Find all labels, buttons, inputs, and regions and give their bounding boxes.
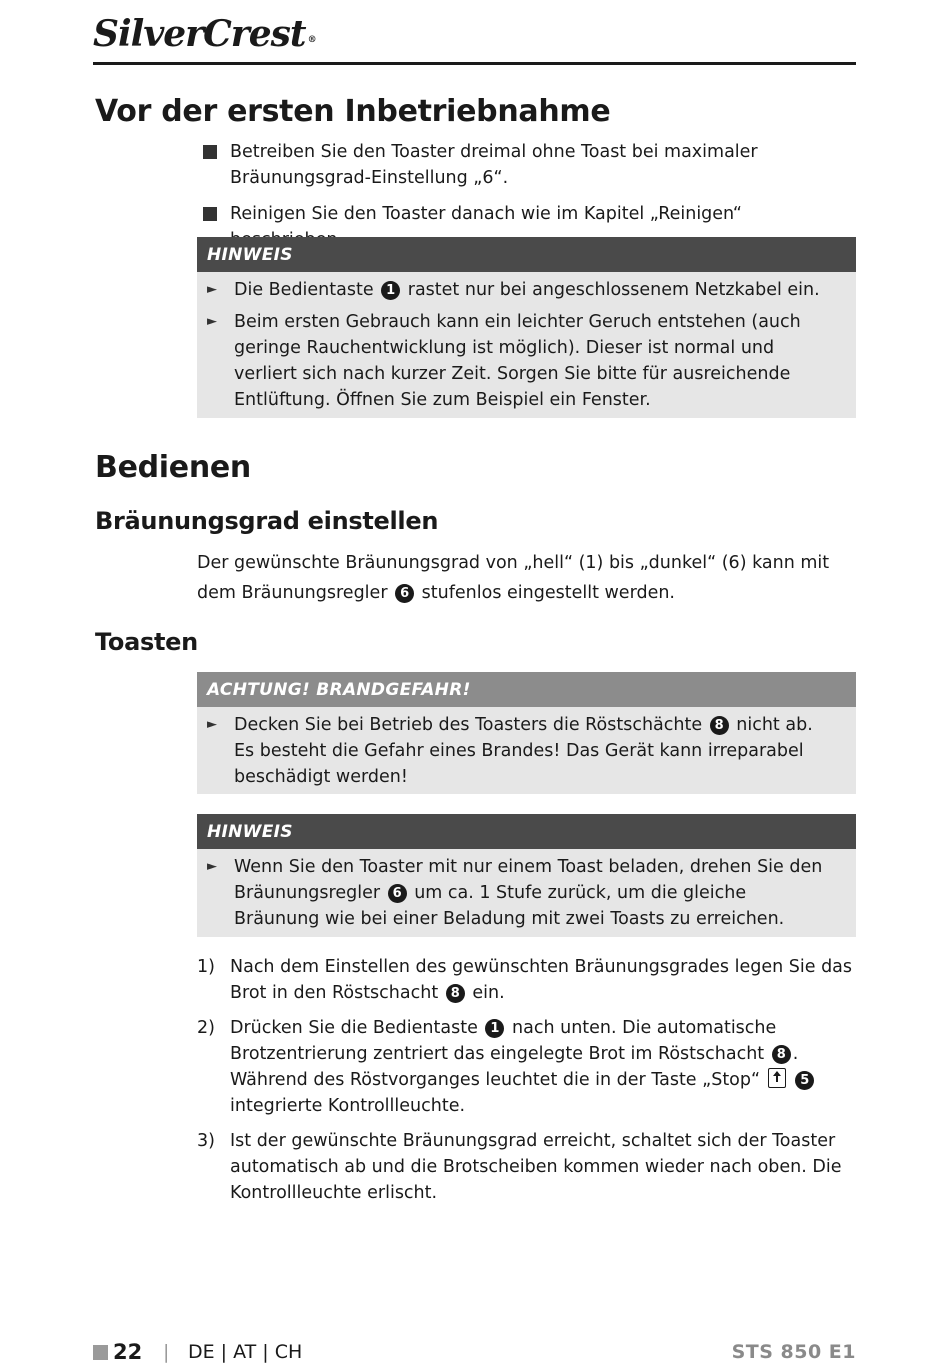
part-number-badge: 1 [381, 281, 400, 300]
step-text: Ist der gewünschte Bräunungsgrad erreicht, schaltet sich der Toaster automatisch ab und die Brotscheiben kommen wieder nach oben. Die Kontrollleuchte erlischt. [230, 1131, 842, 1203]
square-bullet-icon [203, 145, 217, 159]
note-box-first-use [197, 237, 856, 418]
warning-body [197, 707, 856, 800]
note-text: Beim ersten Gebrauch kann ein leichter Geruch entstehen (auch geringe Rauchentwicklung ist möglich). Dieser ist normal und verliert sich nach kurzer Zeit. Sorgen Sie bitte für ausreichende Entlüftung. Öffnen Sie zum Beispiel ein Fenster. [234, 312, 801, 410]
step-item [197, 1015, 856, 1119]
step-number: 2) [197, 1018, 215, 1038]
square-bullet-icon [203, 207, 217, 221]
note-heading: HINWEIS [197, 237, 856, 272]
stop-eject-icon [768, 1068, 786, 1088]
part-number-badge: 1 [485, 1019, 504, 1038]
warning-box-fire [197, 672, 856, 794]
step-number: 1) [197, 957, 215, 977]
list-item [197, 139, 856, 191]
step-item [197, 954, 856, 1006]
warning-text: nicht ab. Es besteht die Gefahr eines Brandes! Das Gerät kann irreparabel beschädigt werden! [234, 715, 813, 787]
heading-browning: Bräunungsgrad einstellen [95, 507, 439, 535]
note-item [197, 309, 836, 413]
part-number-badge: 8 [446, 984, 465, 1003]
part-number-badge: 6 [388, 884, 407, 903]
arrow-bullet-icon: ► [207, 859, 217, 874]
arrow-bullet-icon: ► [207, 314, 217, 329]
heading-first-use: Vor der ersten Inbetriebnahme [95, 94, 611, 129]
step-text: Nach dem Einstellen des gewünschten Bräunungsgrades legen Sie das Brot in den Röstschacht [230, 957, 853, 1003]
part-number-badge: 8 [772, 1045, 791, 1064]
paragraph-text: stufenlos eingestellt werden. [421, 583, 675, 603]
step-item [197, 1128, 856, 1206]
brand-logo [93, 14, 316, 54]
step-text: Drücken Sie die Bedientaste [230, 1018, 478, 1038]
footer-separator: | [163, 1341, 170, 1363]
paragraph-text: Der gewünschte Bräunungsgrad von „hell“ (1) bis „dunkel“ (6) kann mit dem Bräunungsregler [197, 553, 830, 603]
note-body [197, 272, 856, 423]
warning-item [197, 712, 836, 790]
toasting-steps [197, 954, 856, 1215]
note-text: rastet nur bei angeschlossenem Netzkabel ein. [407, 280, 820, 300]
part-number-badge: 8 [710, 716, 729, 735]
header-divider [93, 62, 856, 65]
note-text: Die Bedientaste [234, 280, 374, 300]
browning-text [197, 548, 856, 608]
note-text: Wenn Sie den Toaster mit nur einem Toast beladen, drehen Sie den Bräunungsregler [234, 857, 823, 903]
page-header [93, 12, 856, 66]
note-item [197, 854, 836, 932]
warning-text: Decken Sie bei Betrieb des Toasters die Röstschächte [234, 715, 703, 735]
browning-paragraph [197, 548, 856, 608]
page-number: 22 [113, 1340, 143, 1364]
heading-toasting: Toasten [95, 628, 198, 656]
footer-square-icon [93, 1345, 108, 1360]
note-text: um ca. 1 Stufe zurück, um die gleiche Bräunung wie bei einer Beladung mit zwei Toasts zu erreichen. [234, 883, 785, 929]
arrow-bullet-icon: ► [207, 717, 217, 732]
note-box-toasting [197, 814, 856, 937]
step-text: ein. [472, 983, 505, 1003]
page-footer [93, 1336, 856, 1368]
footer-languages: DE | AT | CH [188, 1341, 303, 1363]
heading-operate: Bedienen [95, 450, 251, 485]
bullet-text: Reinigen Sie den Toaster danach wie im Kapitel „Reinigen“ [230, 204, 742, 224]
step-text: integrierte Kontrollleuchte. [230, 1096, 466, 1116]
step-text: . Während des Röstvorganges leuchtet die in der Taste „Stop“ [230, 1044, 799, 1090]
part-number-badge: 6 [395, 584, 414, 603]
warning-heading: ACHTUNG! BRANDGEFAHR! [197, 672, 856, 707]
step-number: 3) [197, 1131, 215, 1151]
arrow-bullet-icon: ► [207, 282, 217, 297]
note-item [197, 277, 836, 303]
part-number-badge: 5 [795, 1071, 814, 1090]
note-heading: HINWEIS [197, 814, 856, 849]
registered-mark: ® [307, 35, 316, 45]
model-number: STS 850 E1 [731, 1341, 856, 1363]
step-text: nach unten. Die automatische Brotzentrierung zentriert das eingelegte Brot im Röstschacht [230, 1018, 777, 1064]
brand-logo-text: SilverCrest [93, 13, 306, 55]
bullet-text: Betreiben Sie den Toaster dreimal ohne Toast bei maximaler Bräunungsgrad-Einstellung „6“. [230, 142, 758, 188]
note-body [197, 849, 856, 942]
